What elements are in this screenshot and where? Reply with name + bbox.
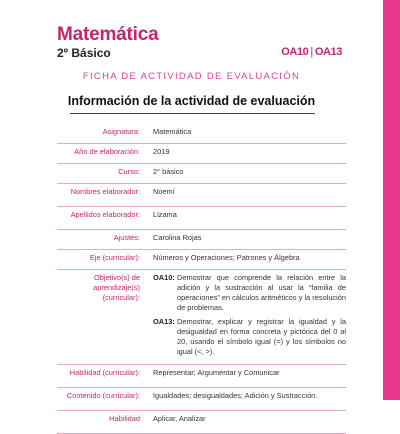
row-value: Noemí — [146, 184, 346, 207]
row-label: Curso: — [57, 164, 146, 184]
table-row — [57, 388, 346, 411]
table-row — [57, 184, 346, 207]
objective-text: Demostrar que comprende la relación entre la adición y la sustracción al usar la “familia de operaciones” en cálculos aritméticos y la resolución de problemas. — [177, 273, 346, 312]
objective-code: OA10: — [153, 273, 175, 282]
row-label: Año de elaboración: — [57, 144, 146, 164]
row-label: Asignatura: — [57, 124, 146, 144]
grade-label: 2º Básico — [57, 46, 111, 60]
oa-code: OA13 — [314, 46, 342, 58]
objective-code: OA13: — [153, 317, 175, 326]
oa-separator: | — [310, 46, 313, 58]
table-row — [57, 411, 346, 434]
row-label: Ajustes: — [57, 230, 146, 250]
row-value: 2019 — [146, 144, 346, 164]
row-label: Eje (curricular): — [57, 250, 146, 270]
row-label: Nombres elaborador: — [57, 184, 146, 207]
row-label: Apellidos elaborador: — [57, 207, 146, 230]
section-title: Información de la actividad de evaluación — [67, 94, 316, 108]
subject-title: Matemática — [57, 24, 159, 45]
table-row — [57, 230, 346, 250]
row-value: Números y Operaciones; Patrones y Álgebra — [146, 250, 346, 270]
row-value: Aplicar, Analizar — [146, 411, 346, 434]
fiche-label: FICHA DE ACTIVIDAD DE EVALUACIÓN — [82, 71, 301, 82]
objective-text: Demostrar, explicar y registrar la igualdad y la desigualdad en forma concreta y pictórica del 0 al 20, usando el símbolo igual (=) y los símbolos no igual (<, >). — [177, 317, 346, 356]
side-accent-bar — [383, 0, 400, 400]
activity-info-table — [57, 124, 346, 434]
objective-item — [153, 273, 346, 313]
table-row — [57, 124, 346, 144]
title-underline — [70, 113, 315, 114]
table-row — [57, 365, 346, 388]
row-value: Representar; Argumentar y Comunicar — [146, 365, 346, 388]
oa-codes — [281, 46, 342, 58]
row-value: Igualdades; desigualdades; Adición y Sustracción. — [146, 388, 346, 411]
row-label: Objetivo(s) de aprendizaje(s) (curricular): — [57, 270, 146, 365]
row-value: Matemática — [146, 124, 346, 144]
row-label: Habilidad — [57, 411, 146, 434]
row-label: Contenido (curricular): — [57, 388, 146, 411]
table-row — [57, 144, 346, 164]
row-value: Lizama — [146, 207, 346, 230]
oa-code: OA10 — [281, 46, 309, 58]
table-row — [57, 270, 346, 365]
row-label: Habilidad (curricular): — [57, 365, 146, 388]
row-value: 2° básico — [146, 164, 346, 184]
table-row — [57, 250, 346, 270]
table-row — [57, 164, 346, 184]
objectives-cell — [146, 270, 346, 365]
table-row — [57, 207, 346, 230]
objective-item — [153, 317, 346, 357]
row-value: Carolina Rojas — [146, 230, 346, 250]
